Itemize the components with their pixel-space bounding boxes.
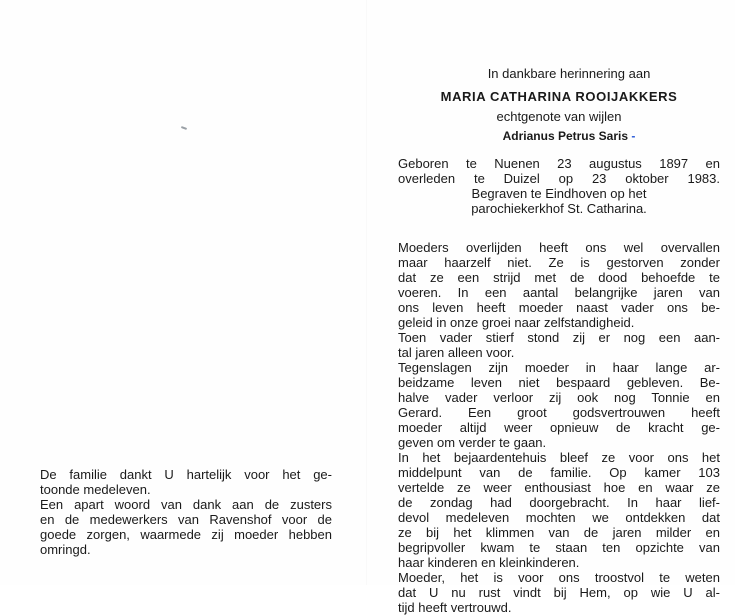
text-line: tijd heeft vertrouwd. bbox=[398, 600, 512, 615]
text-line: Moeder, het is voor ons troostvol te weten bbox=[398, 570, 720, 585]
fold-line bbox=[366, 0, 367, 585]
date-line: Geboren te Nuenen 23 augustus 1897 en bbox=[398, 156, 720, 171]
text-line: devol medeleven mochten we ontdekken dat bbox=[398, 510, 720, 525]
date-line: overleden te Duizel op 23 oktober 1983. bbox=[398, 171, 720, 186]
spouse-name-line bbox=[418, 127, 720, 146]
thanks-line: goede zorgen, waarmede zij moeder hebben bbox=[40, 527, 332, 542]
text-line: voeren. In een aantal belangrijke jaren van bbox=[398, 285, 720, 300]
thanks-line: Een apart woord van dank aan de zusters bbox=[40, 497, 332, 512]
life-dates bbox=[398, 156, 720, 216]
intro-line: In dankbare herinnering aan bbox=[487, 66, 651, 81]
spouse-dash: - bbox=[631, 129, 636, 143]
text-line: halve vader verloor zij ook nog Tonnie en bbox=[398, 390, 720, 405]
thanks-line: omringd. bbox=[40, 542, 91, 557]
text-line: maar haarzelf niet. Ze is gestorven zonder bbox=[398, 255, 720, 270]
text-line: Toen vader stierf stond zij er nog een aan- bbox=[398, 330, 720, 345]
text-line: de zondag had doorgebracht. In haar lief- bbox=[398, 495, 720, 510]
memorial-column bbox=[398, 64, 720, 615]
text-line: beidzame leven niet bespaard gebleven. Be- bbox=[398, 375, 720, 390]
text-line: Gerard. Een groot godsvertrouwen heeft bbox=[398, 405, 720, 420]
thanks-line: en de medewerkers van Ravenshof voor de bbox=[40, 512, 332, 527]
thanks-line: toonde medeleven. bbox=[40, 482, 151, 497]
text-line: dat U nu rust vindt bij Hem, op wie U al- bbox=[398, 585, 720, 600]
date-line: parochiekerkhof St. Catharina. bbox=[471, 201, 647, 216]
text-line: haar kinderen en kleinkinderen. bbox=[398, 555, 580, 570]
thanks-text bbox=[40, 467, 332, 557]
text-line: tal jaren alleen voor. bbox=[398, 345, 515, 360]
text-line: dat ze een strijd met de dood behoefde te bbox=[398, 270, 720, 285]
text-line: Moeders overlijden heeft ons wel overvallen bbox=[398, 240, 720, 255]
thanks-line: De familie dankt U hartelijk voor het ge- bbox=[40, 467, 332, 482]
text-line: geven om verder te gaan. bbox=[398, 435, 547, 450]
text-line: ze bij het klimmen van de jaren milder en bbox=[398, 525, 720, 540]
spouse-label: echtgenote van wijlen bbox=[496, 109, 622, 124]
text-line: middelpunt van de familie. Op kamer 103 bbox=[398, 465, 720, 480]
deceased-name: MARIA CATHARINA ROOIJAKKERS bbox=[440, 89, 678, 104]
spouse-name: Adrianus Petrus Saris bbox=[502, 129, 629, 143]
text-line: ons leven heeft moeder naast vader ons be- bbox=[398, 300, 720, 315]
date-line: Begraven te Eindhoven op het bbox=[471, 186, 647, 201]
text-line: geleid in onze groei naar zelfstandigheid. bbox=[398, 315, 635, 330]
text-line: Tegenslagen zijn moeder in haar lange ar- bbox=[398, 360, 720, 375]
text-line: vertelde ze weer enthousiast hoe en waar ze bbox=[398, 480, 720, 495]
text-line: moeder altijd weer opnieuw de kracht ge- bbox=[398, 420, 720, 435]
text-line: begripvoller kwam te staan ten opzichte van bbox=[398, 540, 720, 555]
memorial-text bbox=[398, 240, 720, 615]
thanks-column bbox=[40, 467, 332, 557]
text-line: In het bejaardentehuis bleef ze voor ons het bbox=[398, 450, 720, 465]
paper-speck bbox=[181, 126, 187, 130]
